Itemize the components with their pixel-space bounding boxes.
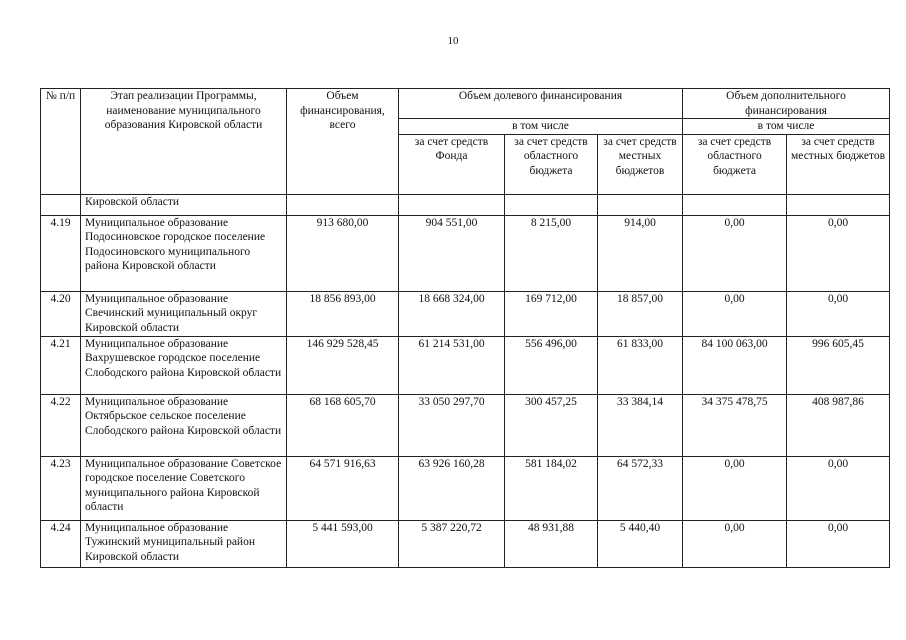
row-add-regional: 84 100 063,00 — [683, 336, 787, 394]
row-add-regional: 0,00 — [683, 291, 787, 336]
row-add-regional: 34 375 478,75 — [683, 394, 787, 456]
row-fund: 33 050 297,70 — [399, 394, 505, 456]
row-name: Муниципальное образование Тужинский муниципальный район Кировской области — [81, 520, 287, 567]
row-regional: 169 712,00 — [505, 291, 598, 336]
row-regional: 48 931,88 — [505, 520, 598, 567]
row-name: Муниципальное образование Подосиновское городское поселение Подосиновского муниципального района Кировской области — [81, 215, 287, 291]
row-fund: 904 551,00 — [399, 215, 505, 291]
financing-table — [40, 88, 890, 568]
row-add-regional: 0,00 — [683, 520, 787, 567]
row-num: 4.24 — [41, 520, 81, 567]
table-row — [41, 336, 890, 394]
continuation-row — [41, 194, 890, 215]
header-add-local: за счет средств местных бюджетов — [787, 134, 890, 194]
row-fund: 61 214 531,00 — [399, 336, 505, 394]
row-total: 5 441 593,00 — [287, 520, 399, 567]
row-add-local: 0,00 — [787, 456, 890, 520]
header-regional: за счет средств областного бюджета — [505, 134, 598, 194]
header-stage: Этап реализации Программы, наименование муниципального образования Кировской области — [81, 89, 287, 195]
row-add-local: 0,00 — [787, 291, 890, 336]
row-fund: 5 387 220,72 — [399, 520, 505, 567]
row-fund: 63 926 160,28 — [399, 456, 505, 520]
header-fund: за счет средств Фонда — [399, 134, 505, 194]
row-name: Муниципальное образование Октябрьское сельское поселение Слободского района Кировской области — [81, 394, 287, 456]
row-add-local: 408 987,86 — [787, 394, 890, 456]
row-local: 18 857,00 — [598, 291, 683, 336]
row-regional: 556 496,00 — [505, 336, 598, 394]
table-row — [41, 215, 890, 291]
row-regional: 8 215,00 — [505, 215, 598, 291]
row-total: 64 571 916,63 — [287, 456, 399, 520]
row-num: 4.20 — [41, 291, 81, 336]
row-name: Муниципальное образование Свечинский муниципальный округ Кировской области — [81, 291, 287, 336]
header-incl-shared: в том числе — [399, 119, 683, 135]
row-total: 18 856 893,00 — [287, 291, 399, 336]
header-total: Объем финансирования, всего — [287, 89, 399, 195]
row-local: 5 440,40 — [598, 520, 683, 567]
row-local: 33 384,14 — [598, 394, 683, 456]
row-local: 914,00 — [598, 215, 683, 291]
header-add-regional: за счет средств областного бюджета — [683, 134, 787, 194]
row-add-local: 0,00 — [787, 215, 890, 291]
header-incl-additional: в том числе — [683, 119, 890, 135]
row-total: 913 680,00 — [287, 215, 399, 291]
header-local: за счет средств местных бюджетов — [598, 134, 683, 194]
row-num: 4.21 — [41, 336, 81, 394]
table-row — [41, 456, 890, 520]
page-number: 10 — [447, 35, 459, 47]
row-regional: 581 184,02 — [505, 456, 598, 520]
row-add-local: 996 605,45 — [787, 336, 890, 394]
table-row — [41, 394, 890, 456]
header-additional: Объем дополнительного финансирования — [683, 89, 890, 119]
row-add-regional: 0,00 — [683, 215, 787, 291]
row-name: Муниципальное образование Вахрушевское городское поселение Слободского района Кировской области — [81, 336, 287, 394]
row-add-local: 0,00 — [787, 520, 890, 567]
row-num: 4.19 — [41, 215, 81, 291]
table-row — [41, 291, 890, 336]
table-row — [41, 520, 890, 567]
row-total: 146 929 528,45 — [287, 336, 399, 394]
header-num: № п/п — [41, 89, 81, 195]
row-num: 4.23 — [41, 456, 81, 520]
header-shared: Объем долевого финансирования — [399, 89, 683, 119]
row-local: 64 572,33 — [598, 456, 683, 520]
row-num: 4.22 — [41, 394, 81, 456]
row-add-regional: 0,00 — [683, 456, 787, 520]
row-name: Муниципальное образование Советское городское поселение Советского муниципального района Кировской области — [81, 456, 287, 520]
row-local: 61 833,00 — [598, 336, 683, 394]
row-fund: 18 668 324,00 — [399, 291, 505, 336]
row-regional: 300 457,25 — [505, 394, 598, 456]
row-total: 68 168 605,70 — [287, 394, 399, 456]
continuation-text: Кировской области — [81, 194, 287, 215]
